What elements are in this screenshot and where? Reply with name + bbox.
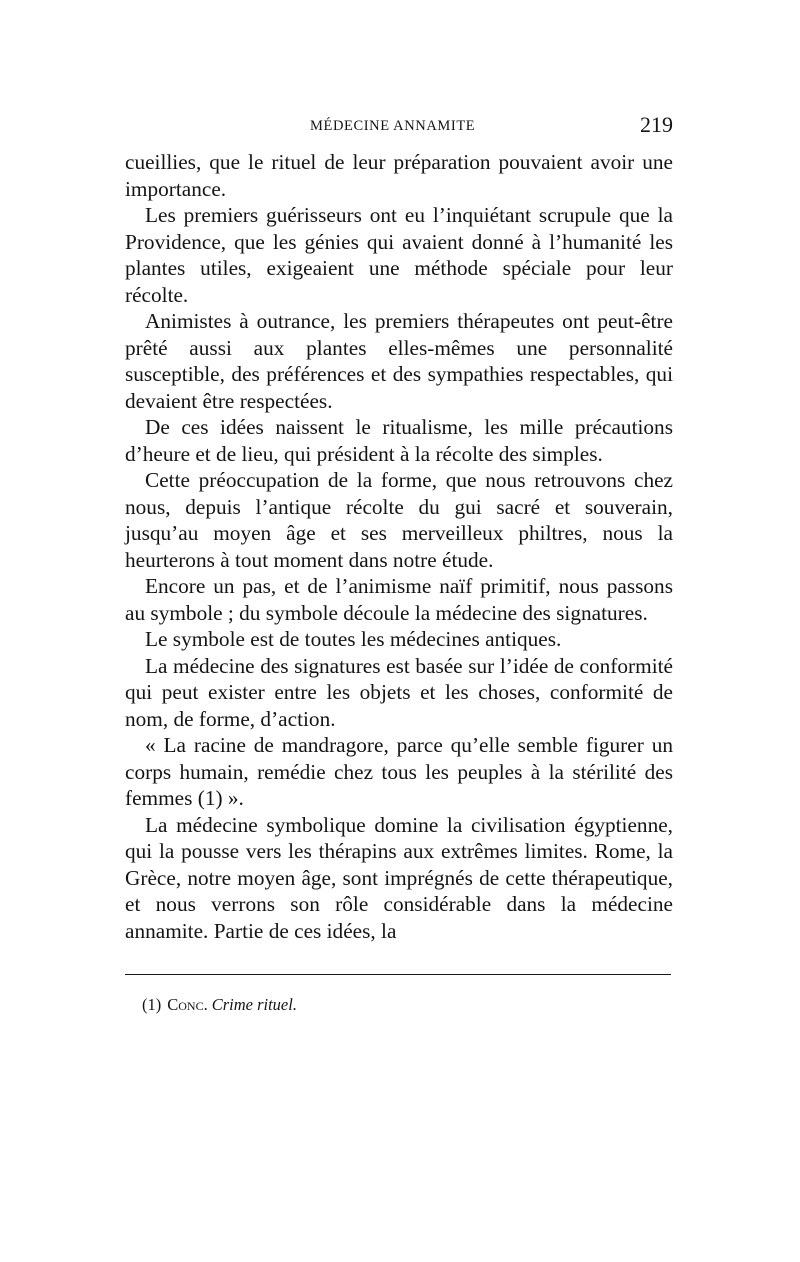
page-number: 219 <box>640 112 673 137</box>
paragraph: Le symbole est de toutes les médecines antiques. <box>145 627 562 651</box>
footnote-number: (1) <box>142 995 162 1014</box>
paragraph-quote: « La racine de mandragore, parce qu’elle semble figurer un corps humain, remédie chez tous les peuples à la stérilité des femmes (1) ». <box>125 733 673 810</box>
running-head <box>125 112 673 142</box>
book-page <box>125 112 673 1015</box>
footnote-rule <box>125 974 671 975</box>
paragraph: Cette préoccupation de la forme, que nous retrouvons chez nous, depuis l’antique récolte du gui sacré et souverain, jusqu’au moyen âge et ses merveilleux philtres, nous la heurterons à tout moment dans notre étude. <box>125 468 673 572</box>
footnote-author: Conc. <box>167 995 208 1014</box>
footnote-title: Crime rituel. <box>211 995 297 1014</box>
footnote <box>125 995 673 1015</box>
paragraph: De ces idées naissent le ritualisme, les mille précautions d’heure et de lieu, qui président à la récolte des simples. <box>125 415 673 466</box>
paragraph-continuation: cueillies, que le rituel de leur préparation pouvaient avoir une importance. <box>125 150 673 201</box>
paragraph: Les premiers guérisseurs ont eu l’inquiétant scrupule que la Providence, que les génies qui avaient donné à l’humanité les plantes utiles, exigeaient une méthode spéciale pour leur récolte. <box>125 203 673 307</box>
paragraph: Encore un pas, et de l’animisme naïf primitif, nous passons au symbole ; du symbole découle la médecine des signatures. <box>125 574 673 625</box>
body-text <box>125 149 673 944</box>
paragraph: La médecine des signatures est basée sur l’idée de conformité qui peut exister entre les objets et les choses, conformité de nom, de forme, d’action. <box>125 653 673 731</box>
running-title: MÉDECINE ANNAMITE <box>310 118 476 134</box>
paragraph: Animistes à outrance, les premiers thérapeutes ont peut-être prêté aussi aux plantes elles-mêmes une personnalité susceptible, des préférences et des sympathies respectables, qui devaient être respectées. <box>125 309 673 413</box>
paragraph: La médecine symbolique domine la civilisation égyptienne, qui la pousse vers les thérapins aux extrêmes limites. Rome, la Grèce, notre moyen âge, sont imprégnés de cette thérapeutique, et nous verrons son rôle considérable dans la médecine annamite. Partie de ces idées, la <box>125 812 673 943</box>
